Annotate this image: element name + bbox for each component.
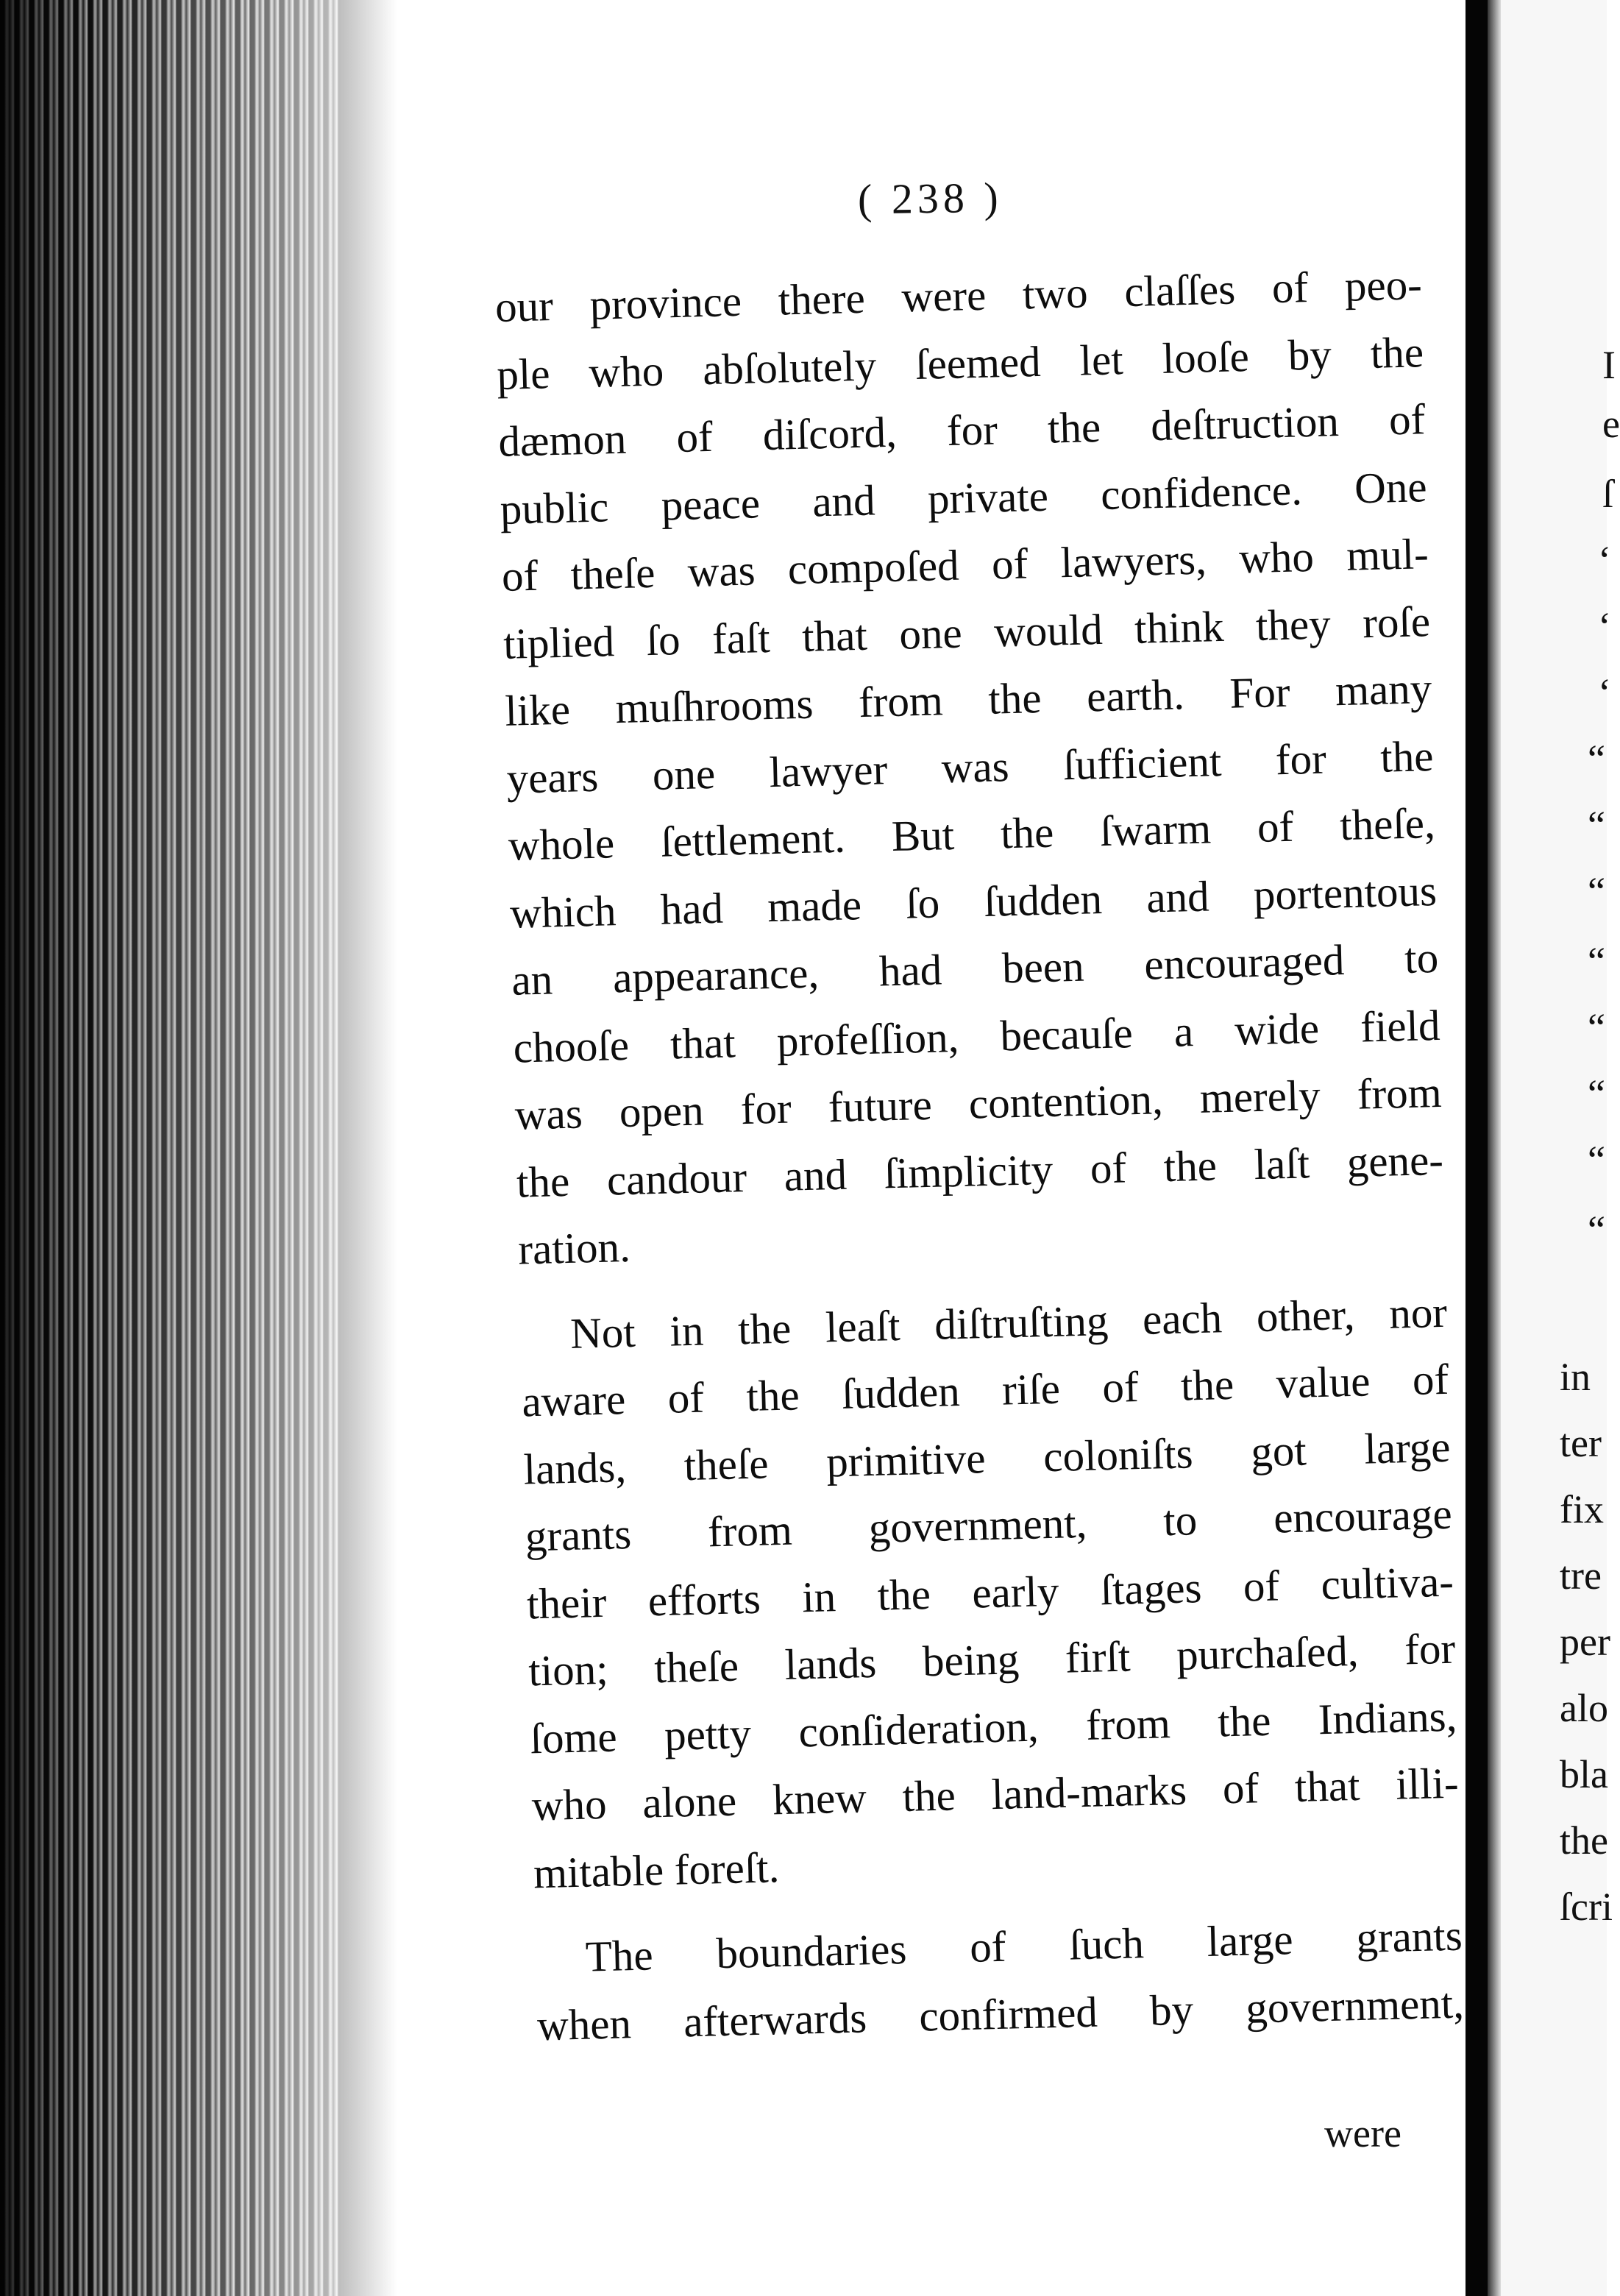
catchword: were — [1324, 2111, 1401, 2155]
facing-fragment: ‘ — [1598, 538, 1611, 582]
facing-fragment: “ — [1588, 939, 1605, 983]
paragraph — [535, 1902, 1465, 2060]
facing-fragment: “ — [1588, 869, 1605, 913]
text-line: grants from government, to encourage — [525, 1489, 1453, 1561]
stacked-page-edges — [0, 0, 353, 2296]
text-line: when afterwards confirmed by government, — [536, 1978, 1465, 2049]
text-line: lands, theſe primitive coloniſts got large — [522, 1422, 1452, 1494]
facing-fragment: in — [1560, 1355, 1591, 1399]
text-line: dæmon of diſcord, for the deſtruction of — [497, 394, 1427, 466]
text-line: who alone knew the land-marks of that illi- — [531, 1758, 1460, 1830]
facing-fragment: “ — [1588, 1208, 1605, 1252]
facing-fragment: ſcri — [1560, 1885, 1613, 1929]
text-line: Not in the leaſt diſtruſting each other, nor — [569, 1287, 1448, 1358]
facing-page-text — [1501, 0, 1620, 2296]
text-line: The boundaries of ſuch large grants — [585, 1910, 1463, 1981]
text-line: tion; theſe lands being firſt purchaſed, for — [527, 1623, 1456, 1696]
facing-fragment: the — [1560, 1818, 1608, 1863]
text-line: our province there were two claſſes of peo- — [494, 260, 1423, 331]
facing-fragment: per — [1560, 1620, 1610, 1664]
text-line: like muſhrooms from the earth. For many — [504, 664, 1432, 735]
text-line: was open for future contention, merely from — [514, 1067, 1443, 1139]
paragraph — [494, 251, 1446, 1283]
facing-fragment: tre — [1560, 1553, 1602, 1598]
facing-fragment: bla — [1560, 1752, 1608, 1796]
facing-fragment: “ — [1588, 803, 1605, 847]
facing-page-edge — [1488, 0, 1501, 2296]
facing-fragment: ‘ — [1598, 604, 1611, 648]
page-inner-shadow — [338, 0, 397, 2296]
facing-fragment: “ — [1588, 1138, 1605, 1182]
text-line: which had made ſo ſudden and portentous — [509, 865, 1438, 938]
text-line: whole ſettlement. But the ſwarm of theſe, — [508, 798, 1436, 870]
book-gutter — [1466, 0, 1488, 2296]
page-body — [494, 251, 1465, 2059]
facing-fragment: fix — [1560, 1487, 1604, 1531]
text-line: aware of the ſudden riſe of the value of — [521, 1354, 1449, 1426]
text-line: public peace and private confidence. One — [499, 461, 1428, 534]
text-line: ple who abſolutely ſeemed let looſe by the — [496, 327, 1424, 399]
text-line: tiplied ſo faſt that one would think they roſe — [502, 596, 1431, 668]
facing-fragment: “ — [1588, 1005, 1605, 1049]
facing-fragment: ſ — [1602, 472, 1614, 516]
text-line: ſome petty conſideration, from the Indians, — [529, 1691, 1458, 1762]
facing-fragment: e — [1602, 402, 1620, 446]
facing-fragment: ‘ — [1598, 670, 1611, 715]
paragraph — [519, 1278, 1461, 1907]
text-line: years one lawyer was ſufficient for the — [505, 731, 1435, 803]
text-line: of theſe was compoſed of lawyers, who mul- — [501, 529, 1429, 600]
facing-fragment: ter — [1560, 1421, 1602, 1465]
page-number: ( 238 ) — [857, 173, 1003, 224]
text-line: their efforts in the early ſtages of cultiva- — [526, 1556, 1454, 1628]
text-line: chooſe that profeſſion, becauſe a wide field — [512, 1000, 1441, 1072]
text-line: an appearance, had been encouraged to — [511, 932, 1439, 1005]
text-line: the candour and ſimplicity of the laſt gene- — [516, 1135, 1444, 1207]
text-line: mitable foreſt. — [533, 1842, 781, 1897]
facing-fragment: “ — [1588, 1071, 1605, 1116]
facing-fragment: I — [1602, 343, 1616, 387]
facing-fragment: alo — [1560, 1686, 1608, 1730]
facing-fragment: “ — [1588, 737, 1605, 781]
text-line: ration. — [517, 1222, 631, 1274]
